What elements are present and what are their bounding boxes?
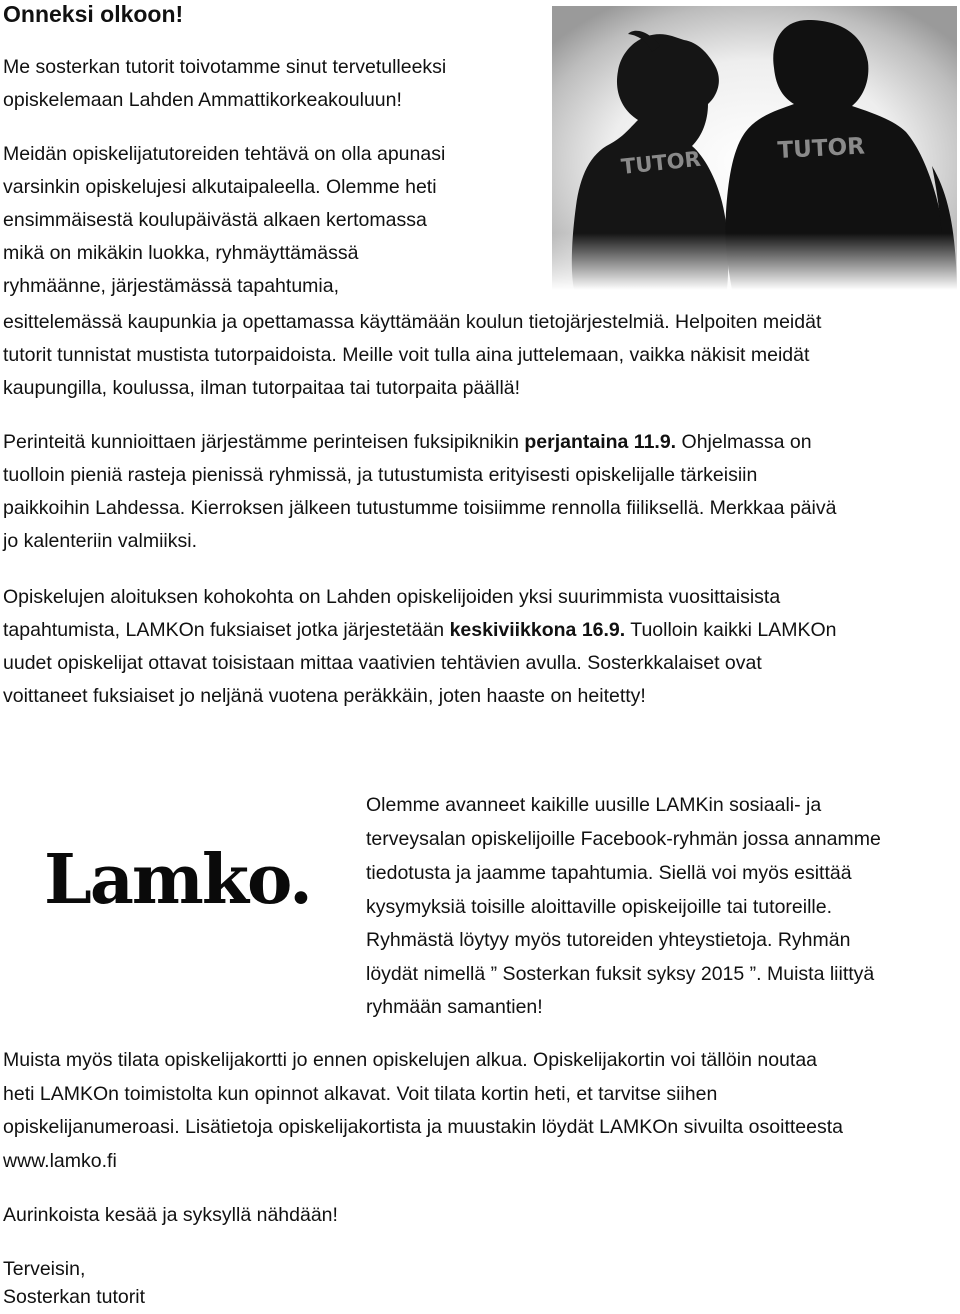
intro-line: opiskelemaan Lahden Ammattikorkeakouluun! xyxy=(3,89,402,111)
lamko-logo xyxy=(40,830,310,940)
facebook-line: Ryhmästä löytyy myös tutoreiden yhteystietoja. Ryhmän xyxy=(366,929,851,951)
fuksiaiset-line: Opiskelujen aloituksen kohokohta on Lahden opiskelijoiden yksi suurimmista vuosittaisista xyxy=(3,586,781,608)
signoff-line: Terveisin, xyxy=(3,1258,86,1280)
tutor-silhouettes-image xyxy=(552,6,957,290)
duty-line: ensimmäisestä koulupäivästä alkaen kertomassa xyxy=(3,209,427,231)
card-link[interactable]: www.lamko.fi xyxy=(3,1150,117,1172)
facebook-line: ryhmään samantien! xyxy=(366,996,543,1018)
duty-line: Meidän opiskelijatutoreiden tehtävä on olla apunasi xyxy=(3,143,446,165)
fuksiaiset-line xyxy=(3,614,837,647)
facebook-line: tiedotusta ja jaamme tapahtumia. Siellä voi myös esittää xyxy=(366,862,852,884)
facebook-line: kysymyksiä toisille aloittaville opiskeijoille tai tutoreille. xyxy=(366,896,833,918)
duty-line: ryhmäänne, järjestämässä tapahtumia, xyxy=(3,275,340,297)
card-line: opiskelijanumeroasi. Lisätietoja opiskelijakortista ja muustakin löydät LAMKOn sivuilta osoitteesta xyxy=(3,1116,843,1138)
picnic-line xyxy=(3,426,812,459)
intro-line: Me sosterkan tutorit toivotamme sinut tervetulleeksi xyxy=(3,56,447,78)
facebook-line: löydät nimellä ” Sosterkan fuksit syksy 2015 ”. Muista liittyä xyxy=(366,963,875,985)
card-line: Muista myös tilata opiskelijakortti jo ennen opiskelujen alkua. Opiskelijakortin voi tällöin noutaa xyxy=(3,1049,818,1071)
fuksiaiset-date: keskiviikkona 16.9. xyxy=(449,619,626,641)
duty-line: tutorit tunnistat mustista tutorpaidoista. Meille voit tulla aina juttelemaan, vaikka näkisit meidät xyxy=(3,344,810,366)
picnic-line: paikkoihin Lahdessa. Kierroksen jälkeen tutustumme toisiimme rennolla fiiliksellä. Merkkaa päivä xyxy=(3,497,837,519)
picnic-text: Perinteitä kunnioittaen järjestämme perinteisen fuksipiknikin xyxy=(3,431,525,453)
picnic-date: perjantaina 11.9. xyxy=(524,431,677,453)
fuksiaiset-line: voittaneet fuksiaiset jo neljänä vuotena peräkkäin, joten haaste on heitetty! xyxy=(3,685,646,707)
page-title: Onneksi olkoon! xyxy=(3,1,184,27)
fuksiaiset-text: Tuolloin kaikki LAMKOn xyxy=(625,619,837,641)
fuksiaiset-text: tapahtumista, LAMKOn fuksiaiset jotka järjestetään xyxy=(3,619,450,641)
facebook-line: Olemme avanneet kaikille uusille LAMKin sosiaali- ja xyxy=(366,794,822,816)
picnic-line: jo kalenteriin valmiiksi. xyxy=(3,530,197,552)
card-line: heti LAMKOn toimistolta kun opinnot alkavat. Voit tilata kortin heti, et tarvitse siihen xyxy=(3,1083,718,1105)
picnic-line: tuolloin pieniä rasteja pienissä ryhmissä, ja tutustumista erityisesti opiskelijalle tärkeisiin xyxy=(3,464,758,486)
duty-line: mikä on mikäkin luokka, ryhmäyttämässä xyxy=(3,242,359,264)
duty-line: kaupungilla, koulussa, ilman tutorpaitaa tai tutorpaita päällä! xyxy=(3,377,521,399)
closing-line: Aurinkoista kesää ja syksyllä nähdään! xyxy=(3,1204,338,1226)
duty-line: esittelemässä kaupunkia ja opettamassa käyttämään koulun tietojärjestelmiä. Helpoiten meidät xyxy=(3,311,822,333)
picnic-text: Ohjelmassa on xyxy=(676,431,812,453)
facebook-line: terveysalan opiskelijoille Facebook-ryhmän jossa annamme xyxy=(366,828,881,850)
signoff-line: Sosterkan tutorit xyxy=(3,1286,145,1308)
lamko-logo-text: Lamko. xyxy=(44,840,311,920)
fuksiaiset-line: uudet opiskelijat ottavat toisistaan mittaa vaativien tehtävien avulla. Sosterkkalaiset ovat xyxy=(3,652,762,674)
duty-line: varsinkin opiskelujesi alkutaipaleella. Olemme heti xyxy=(3,176,437,198)
